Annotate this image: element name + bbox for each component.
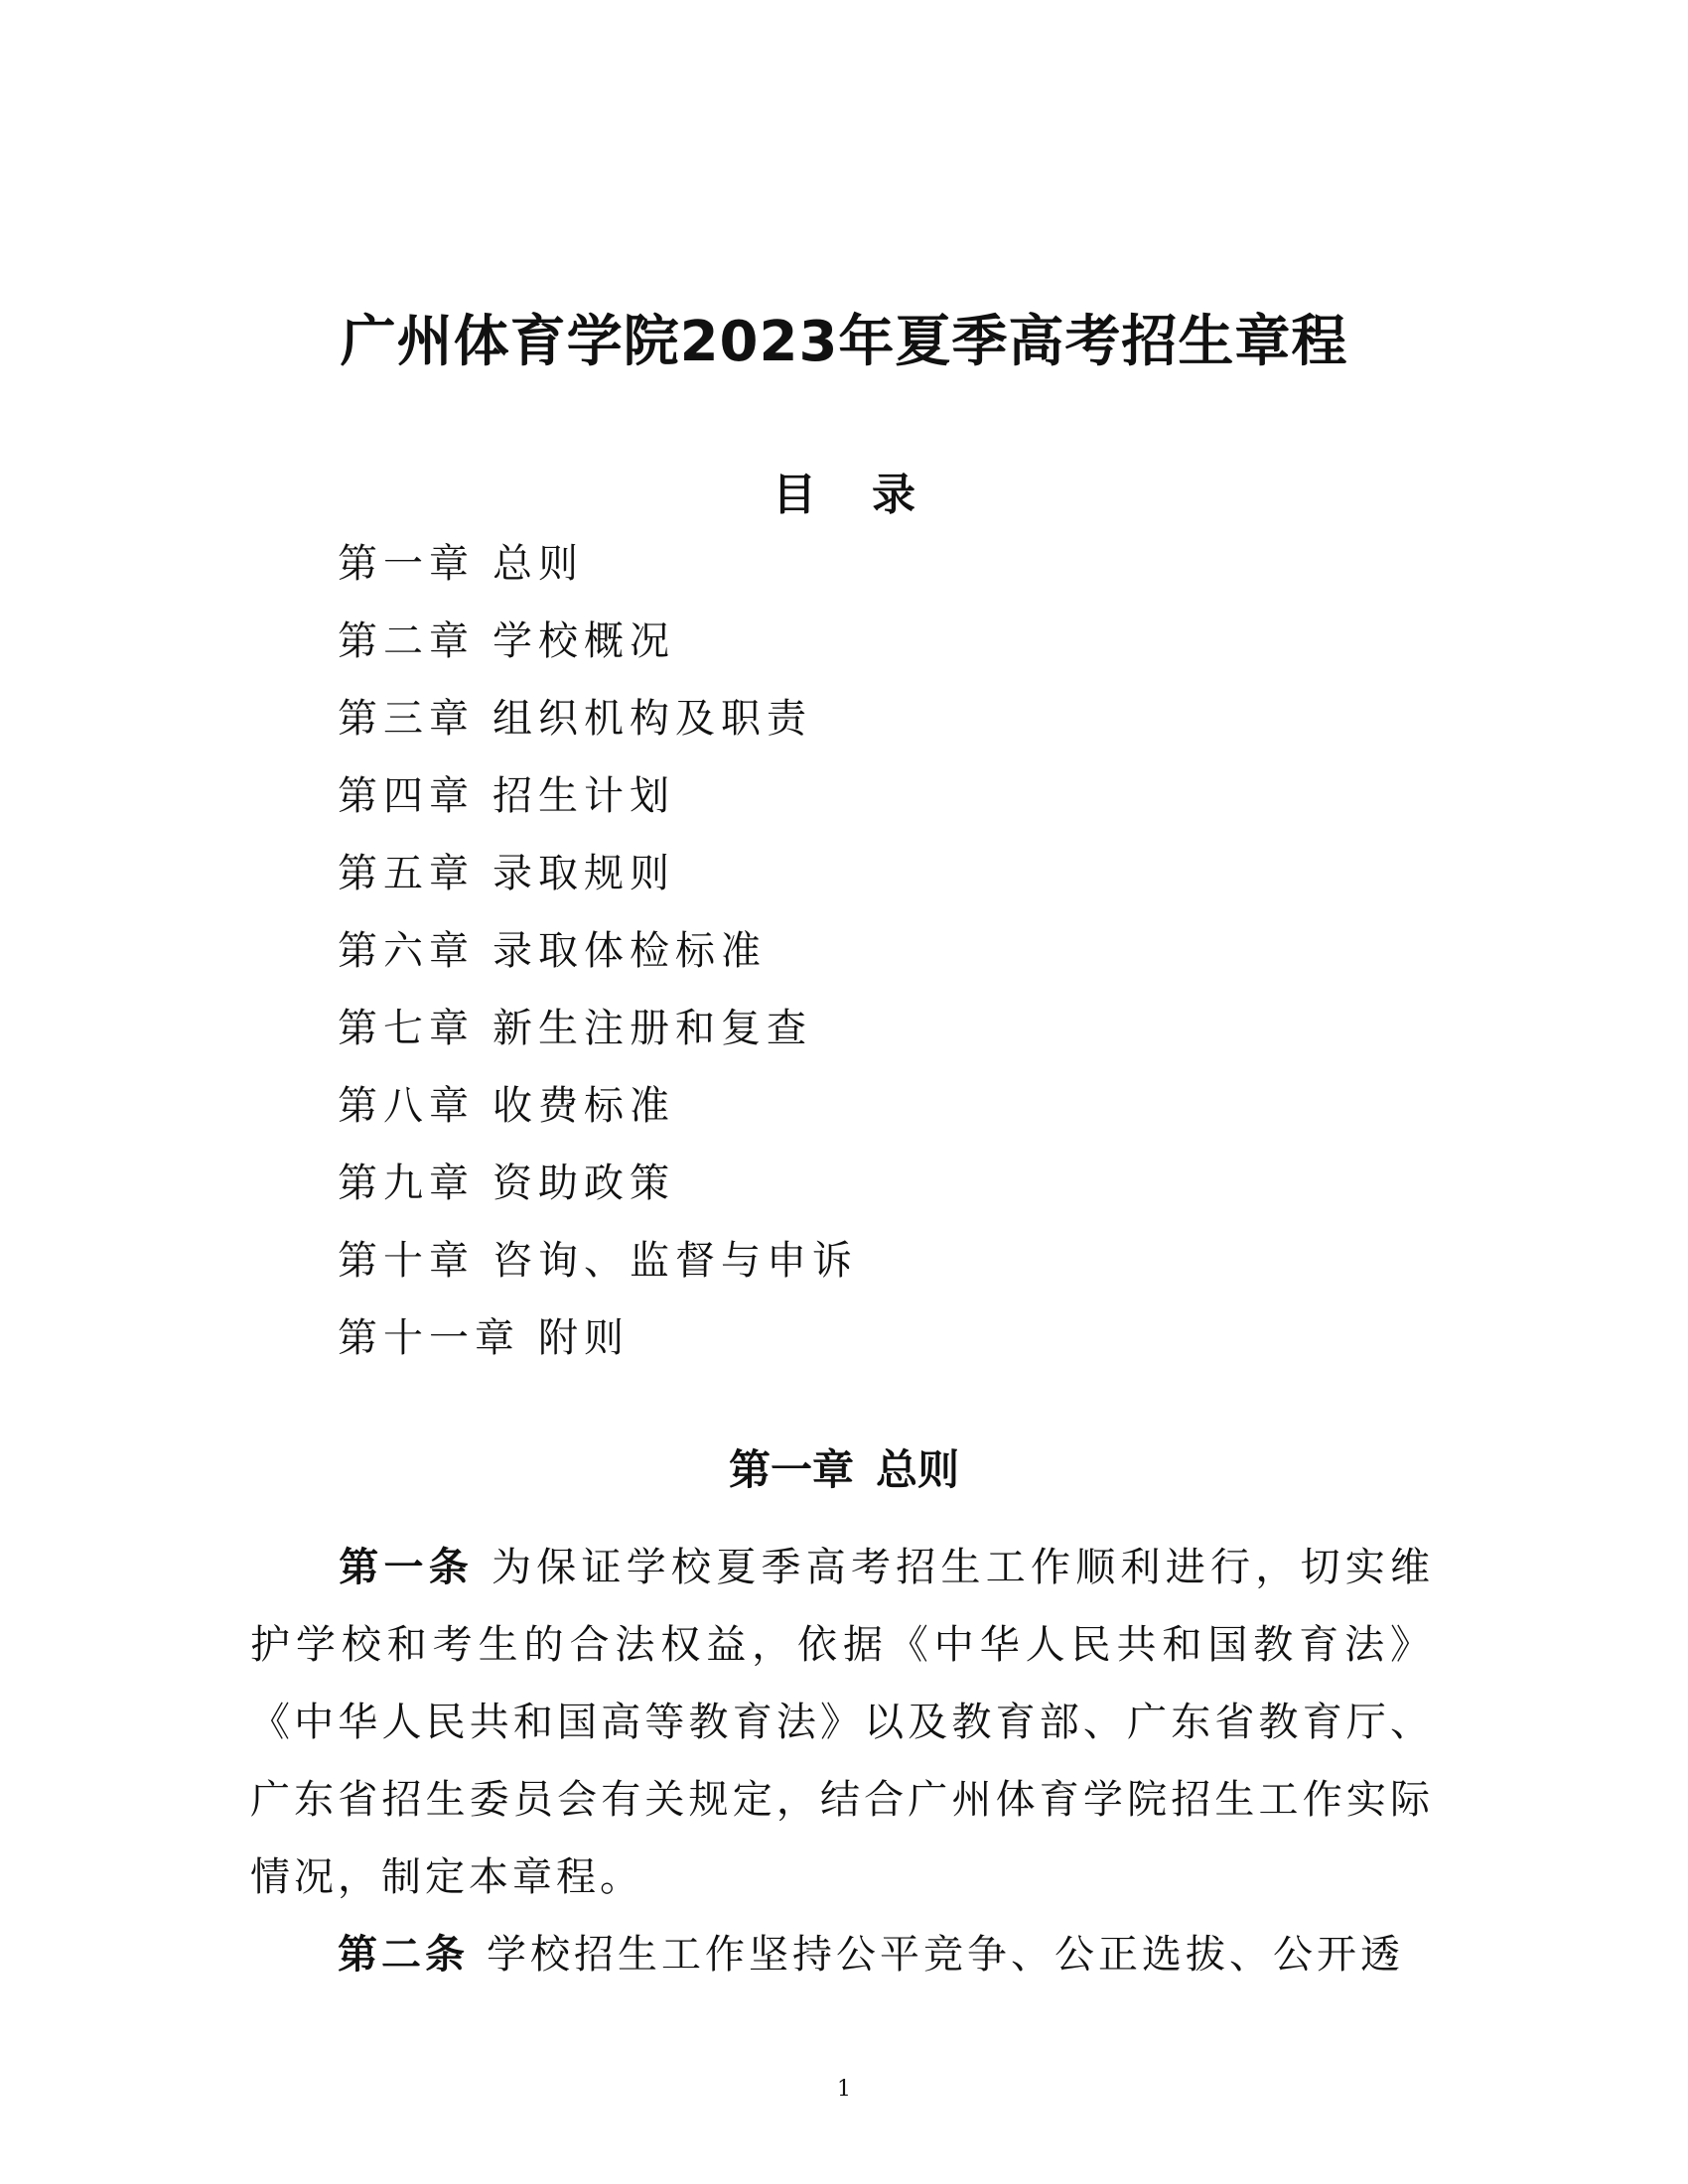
toc-chapter-label: 第九章 bbox=[338, 1160, 475, 1206]
toc-item bbox=[338, 844, 858, 921]
article-label: 第一条 bbox=[338, 1545, 474, 1590]
page-number: 1 bbox=[837, 2077, 851, 2102]
chapter-heading bbox=[0, 1437, 1688, 1497]
toc-chapter-name: 咨询、监督与申诉 bbox=[492, 1238, 858, 1284]
toc-item bbox=[338, 1231, 858, 1308]
toc-heading-right: 录 bbox=[872, 470, 915, 520]
toc-chapter-name: 资助政策 bbox=[492, 1160, 675, 1206]
toc-item bbox=[338, 766, 858, 844]
article-label: 第二条 bbox=[338, 1932, 469, 1978]
toc-chapter-name: 招生计划 bbox=[492, 773, 675, 819]
toc-item bbox=[338, 921, 858, 999]
toc-chapter-name: 总则 bbox=[492, 541, 584, 587]
toc-chapter-name: 附则 bbox=[538, 1315, 630, 1361]
toc-chapter-label: 第四章 bbox=[338, 773, 475, 819]
toc-chapter-label: 第六章 bbox=[338, 928, 475, 974]
toc-item bbox=[338, 1076, 858, 1154]
toc-chapter-label: 第一章 bbox=[338, 541, 475, 587]
toc-chapter-label: 第十章 bbox=[338, 1238, 475, 1284]
toc-chapter-label: 第八章 bbox=[338, 1083, 475, 1129]
toc-chapter-label: 第二章 bbox=[338, 618, 475, 664]
chapter-label: 第一章 bbox=[728, 1445, 854, 1494]
toc-chapter-name: 录取体检标准 bbox=[492, 928, 767, 974]
document-title: 广州体育学院2023年夏季高考招生章程 bbox=[340, 310, 1348, 374]
toc-chapter-name: 学校概况 bbox=[492, 618, 675, 664]
toc-chapter-label: 第七章 bbox=[338, 1006, 475, 1051]
toc-chapter-name: 新生注册和复查 bbox=[492, 1006, 812, 1051]
toc-chapter-name: 组织机构及职责 bbox=[492, 696, 812, 742]
toc-chapter-label: 第十一章 bbox=[338, 1315, 520, 1361]
article-paragraph bbox=[250, 1529, 1434, 1916]
toc-item bbox=[338, 999, 858, 1076]
article-text: 学校招生工作坚持公平竞争、公正选拔、公开透 bbox=[487, 1932, 1404, 1978]
toc-item bbox=[338, 612, 858, 689]
chapter-name: 总则 bbox=[876, 1445, 960, 1494]
toc-chapter-name: 录取规则 bbox=[492, 851, 675, 896]
toc-chapter-label: 第五章 bbox=[338, 851, 475, 896]
table-of-contents bbox=[338, 534, 858, 1386]
article-paragraph bbox=[250, 1916, 1434, 1993]
toc-heading-left: 目 bbox=[773, 470, 816, 520]
toc-item bbox=[338, 1308, 858, 1386]
toc-item bbox=[338, 689, 858, 766]
toc-heading bbox=[0, 459, 1688, 522]
toc-chapter-label: 第三章 bbox=[338, 696, 475, 742]
toc-item bbox=[338, 534, 858, 612]
toc-chapter-name: 收费标准 bbox=[492, 1083, 675, 1129]
article-text: 为保证学校夏季高考招生工作顺利进行，切实维护学校和考生的合法权益，依据《中华人民共和国教育法》《中华人民共和国高等教育法》以及教育部、广东省教育厅、广东省招生委员会有关规定，结合广州体育学院招生工作实际情况，制定本章程。 bbox=[250, 1545, 1434, 1900]
toc-item bbox=[338, 1154, 858, 1231]
